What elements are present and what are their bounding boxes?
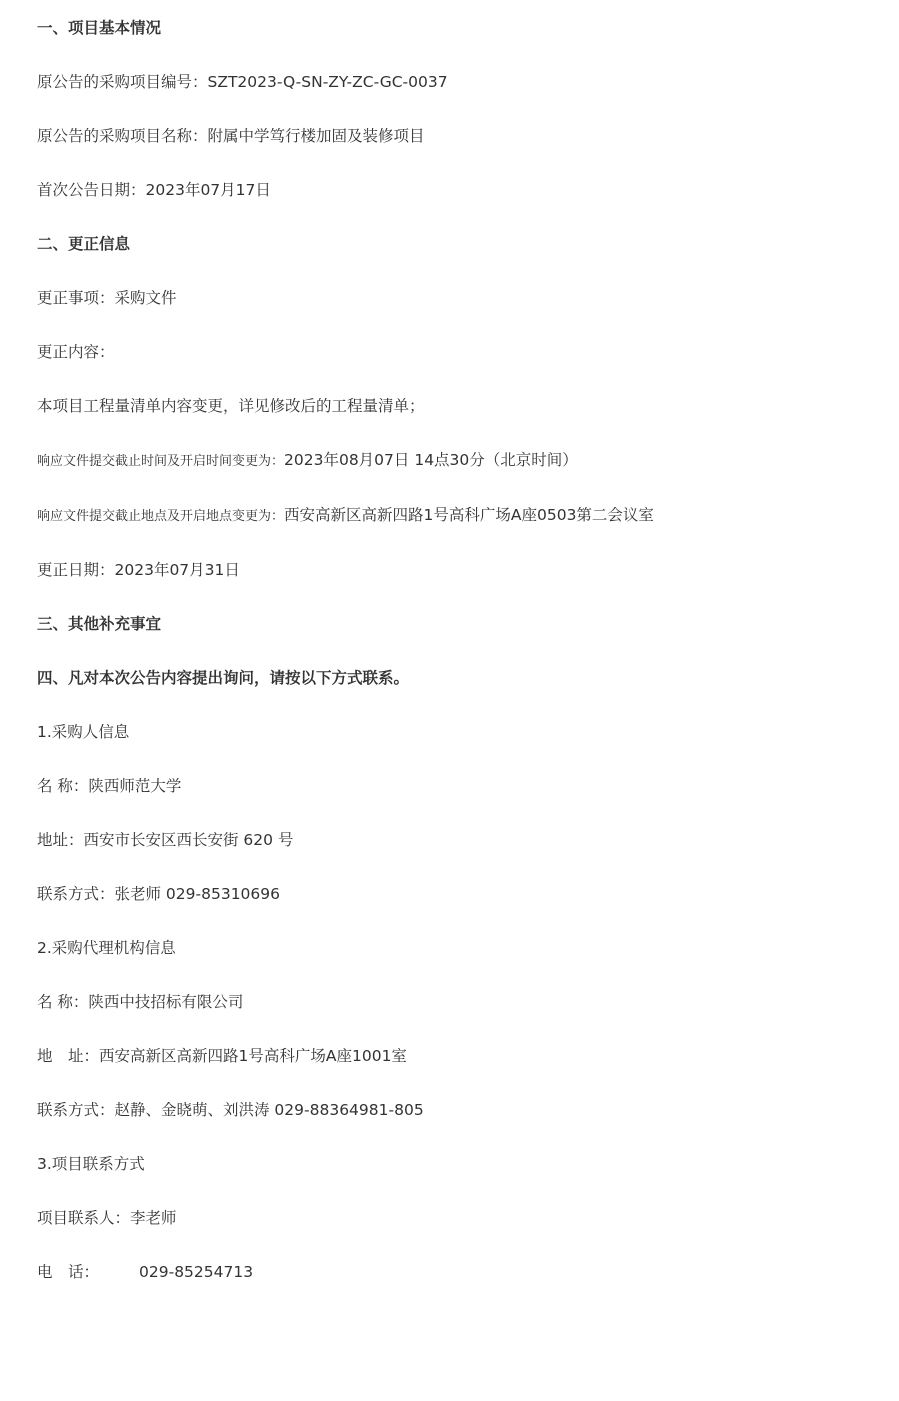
- correction-content-label: 更正内容：: [37, 343, 115, 361]
- purchaser-name: 名 称：陕西师范大学: [37, 777, 182, 795]
- agency-contact: 联系方式：赵静、金晓萌、刘洪涛 029-88364981-805: [37, 1101, 424, 1119]
- correction-content-2: [37, 448, 578, 472]
- purchaser-title: 1.采购人信息: [37, 723, 130, 741]
- first-announcement-date: 首次公告日期：2023年07月17日: [37, 181, 271, 199]
- project-name: 原公告的采购项目名称：附属中学笃行楼加固及装修项目: [37, 127, 425, 145]
- section4-heading: 四、凡对本次公告内容提出询问，请按以下方式联系。: [37, 669, 410, 687]
- correction-content-3-prefix: 响应文件提交截止地点及开启地点变更为：: [37, 509, 285, 524]
- project-number: 原公告的采购项目编号：SZT2023-Q-SN-ZY-ZC-GC-0037: [37, 73, 448, 91]
- correction-content-2-prefix: 响应文件提交截止时间及开启时间变更为：: [37, 454, 285, 469]
- agency-address-label: 地 址：: [37, 1047, 100, 1065]
- purchaser-contact: 联系方式：张老师 029-85310696: [37, 885, 280, 903]
- agency-title: 2.采购代理机构信息: [37, 939, 176, 957]
- section1-heading: 一、项目基本情况: [37, 19, 162, 37]
- project-contact-phone-value: 029-85254713: [139, 1263, 254, 1281]
- agency-address-value: 西安高新区高新四路1号高科广场A座1001室: [99, 1047, 407, 1065]
- purchaser-address: 地址：西安市长安区西长安街 620 号: [37, 831, 294, 849]
- agency-name: 名 称：陕西中技招标有限公司: [37, 993, 244, 1011]
- correction-date: 更正日期：2023年07月31日: [37, 561, 240, 579]
- project-contact-phone-label: 电 话：: [37, 1263, 100, 1281]
- project-contact-title: 3.项目联系方式: [37, 1155, 145, 1173]
- project-contact-person: 项目联系人：李老师: [37, 1209, 177, 1227]
- section2-heading: 二、更正信息: [37, 235, 131, 253]
- section3-heading: 三、其他补充事宜: [37, 615, 162, 633]
- project-contact-phone: [37, 1260, 253, 1284]
- correction-content-2-value: 2023年08月07日 14点30分（北京时间）: [284, 451, 578, 469]
- agency-address: [37, 1044, 407, 1068]
- correction-item: 更正事项：采购文件: [37, 289, 177, 307]
- correction-content-3-value: 西安高新区高新四路1号高科广场A座0503第二会议室: [284, 506, 654, 524]
- correction-content-3: [37, 503, 654, 527]
- correction-content-1: 本项目工程量清单内容变更，详见修改后的工程量清单；: [37, 397, 425, 415]
